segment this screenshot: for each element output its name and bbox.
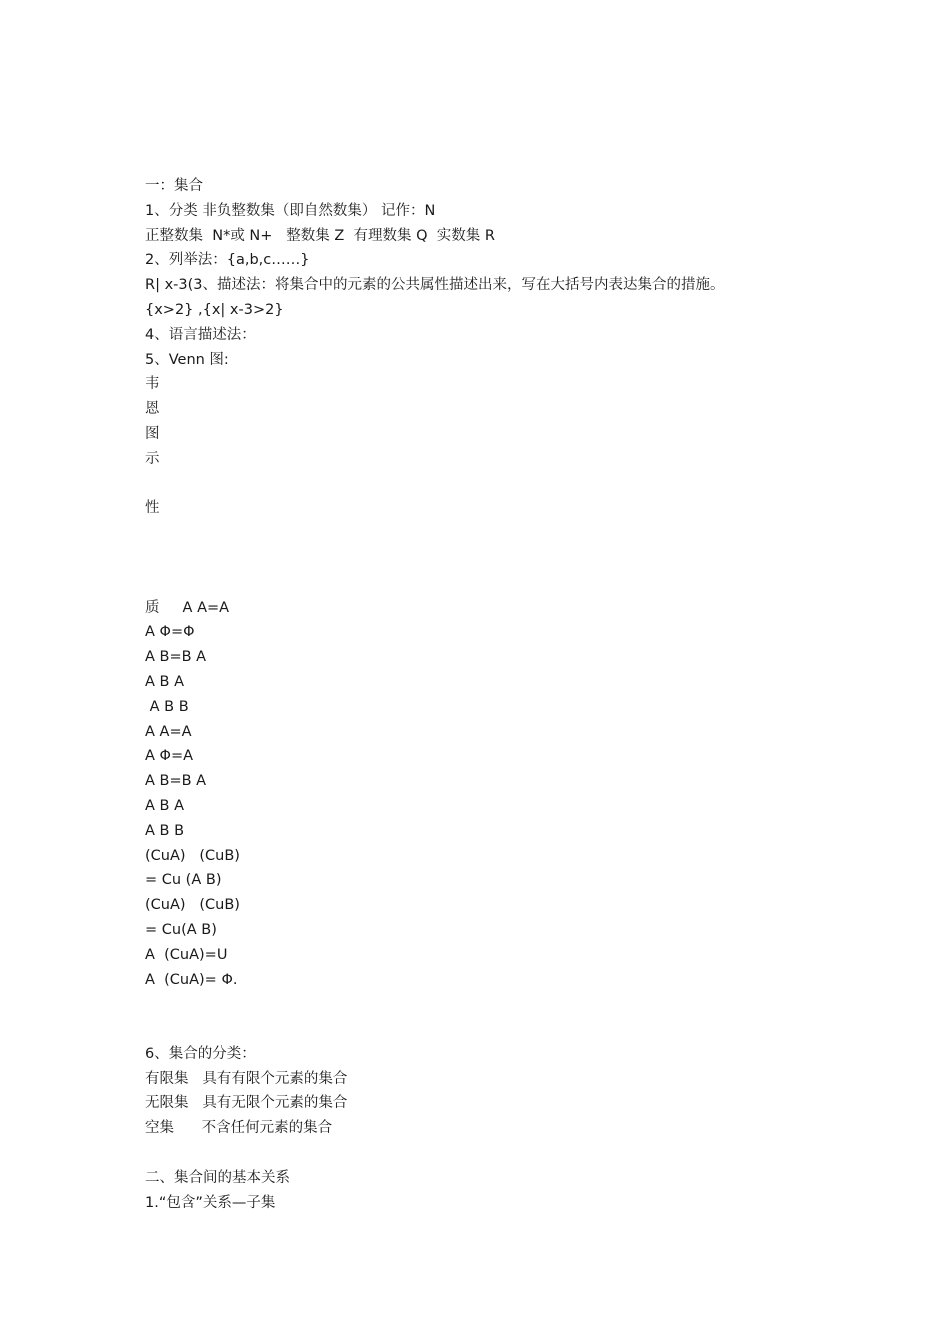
text-line: 空集 不含任何元素的集合: [145, 1120, 333, 1137]
text-line: 恩: [145, 401, 160, 418]
text-line: 无限集 具有无限个元素的集合: [145, 1095, 348, 1112]
spacer: [145, 992, 845, 1042]
text-line: A B=B A: [145, 649, 207, 666]
text-line: 6、集合的分类：: [145, 1045, 256, 1062]
text-line: (CuA) (CuB): [145, 897, 240, 914]
text-line: A B B: [145, 822, 185, 839]
text-line: 2、列举法：{a,b,c……}: [145, 252, 310, 269]
text-line: A A=A: [145, 723, 192, 740]
text-line: 正整数集 N*或 N+ 整数集 Z 有理数集 Q 实数集 R: [145, 227, 495, 244]
section-heading-relations: 二、集合间的基本关系: [145, 1169, 290, 1186]
text-line: A Φ=A: [145, 748, 194, 765]
text-line: R| x-3(3、描述法：将集合中的元素的公共属性描述出来，写在大括号内表达集合的措施。: [145, 277, 725, 294]
text-line: A (CuA)= Φ.: [145, 971, 238, 988]
text-line: A B B: [145, 698, 189, 715]
document-body: [145, 174, 845, 1215]
text-line: 1.“包含”关系—子集: [145, 1194, 276, 1211]
text-line: 图: [145, 425, 160, 442]
text-line: = Cu (A B): [145, 872, 222, 889]
text-line: 有限集 具有有限个元素的集合: [145, 1070, 348, 1087]
text-line: A B=B A: [145, 773, 207, 790]
text-line: 性: [145, 500, 160, 517]
spacer: [145, 472, 845, 497]
text-line: A (CuA)=U: [145, 946, 228, 963]
text-line: 质 A A=A: [145, 599, 230, 616]
text-line: 韦: [145, 376, 160, 393]
text-line: A Φ=Φ: [145, 624, 195, 641]
text-line: = Cu(A B): [145, 921, 217, 938]
text-line: A B A: [145, 797, 185, 814]
section-heading-sets: 一：集合: [145, 178, 203, 194]
text-line: 示: [145, 450, 160, 467]
text-line: 4、语言描述法：: [145, 326, 256, 343]
text-line: 1、分类 非负整数集（即自然数集） 记作：N: [145, 202, 436, 219]
spacer: [145, 521, 845, 595]
text-line: 5、Venn 图:: [145, 351, 229, 368]
text-line: (CuA) (CuB): [145, 847, 240, 864]
text-line: A B A: [145, 673, 185, 690]
text-line: {x>2} ,{x| x-3>2}: [145, 301, 284, 318]
spacer: [145, 1141, 845, 1166]
